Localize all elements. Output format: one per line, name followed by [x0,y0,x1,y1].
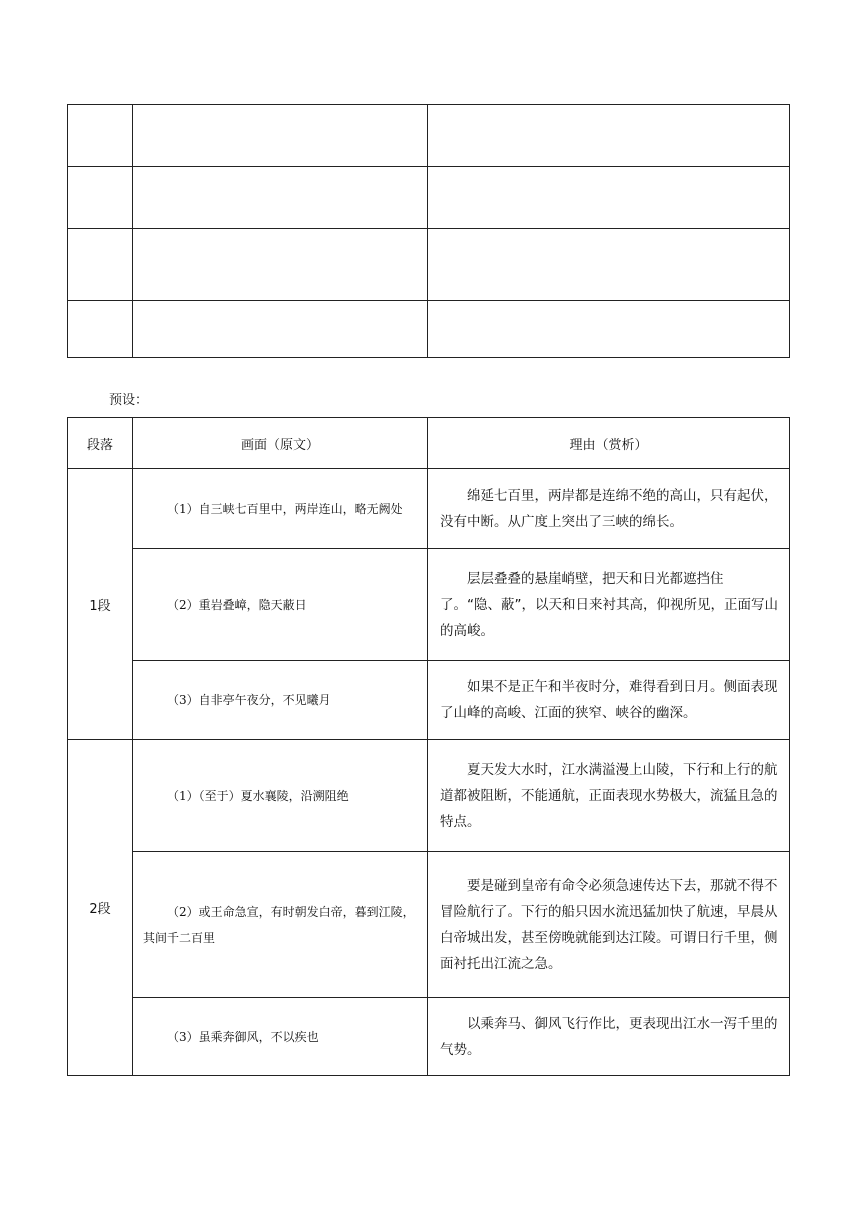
para-cell: 1段 [68,469,133,740]
header-scene: 画面（原文） [133,418,428,469]
table-row [68,740,790,852]
scene-cell: （2）或王命急宣，有时朝发白帝，暮到江陵，其间千二百里 [133,852,428,998]
blank-table [67,104,790,358]
blank-cell [428,229,790,301]
scene-cell: （3）自非亭午夜分，不见曦月 [133,661,428,740]
reason-cell: 要是碰到皇帝有命令必须急速传达下去，那就不得不冒险航行了。下行的船只因水流迅猛加快了航速，早晨从白帝城出发，甚至傍晚就能到达江陵。可谓日行千里，侧面衬托出江流之急。 [428,852,790,998]
table-row [68,469,790,549]
header-para: 段落 [68,418,133,469]
preset-table [67,417,790,1076]
blank-cell [428,167,790,229]
blank-cell [428,105,790,167]
blank-cell [68,301,133,358]
reason-cell: 夏天发大水时，江水满溢漫上山陵，下行和上行的航道都被阻断，不能通航，正面表现水势极大，流猛且急的特点。 [428,740,790,852]
scene-cell: （1）自三峡七百里中，两岸连山，略无阙处 [133,469,428,549]
header-row [68,418,790,469]
table-row [68,167,790,229]
table-row [68,301,790,358]
blank-cell [68,167,133,229]
reason-cell: 层层叠叠的悬崖峭壁，把天和日光都遮挡住了。“隐、蔽”，以天和日来衬其高，仰视所见，正面写山的高峻。 [428,549,790,661]
header-reason: 理由（赏析） [428,418,790,469]
scene-cell: （1）（至于）夏水襄陵，沿溯阻绝 [133,740,428,852]
table-row [68,852,790,998]
table-row [68,229,790,301]
preset-label: 预设： [109,393,149,408]
table-row [68,105,790,167]
scene-cell: （2）重岩叠嶂，隐天蔽日 [133,549,428,661]
blank-cell [428,301,790,358]
table-row [68,998,790,1076]
blank-cell [133,229,428,301]
table-row [68,549,790,661]
reason-cell: 绵延七百里，两岸都是连绵不绝的高山，只有起伏，没有中断。从广度上突出了三峡的绵长。 [428,469,790,549]
reason-cell: 以乘奔马、御风飞行作比，更表现出江水一泻千里的气势。 [428,998,790,1076]
reason-cell: 如果不是正午和半夜时分，难得看到日月。侧面表现了山峰的高峻、江面的狭窄、峡谷的幽深。 [428,661,790,740]
table-row [68,661,790,740]
blank-cell [133,105,428,167]
blank-cell [133,167,428,229]
blank-cell [133,301,428,358]
blank-cell [68,105,133,167]
para-cell: 2段 [68,740,133,1076]
blank-cell [68,229,133,301]
scene-cell: （3）虽乘奔御风，不以疾也 [133,998,428,1076]
